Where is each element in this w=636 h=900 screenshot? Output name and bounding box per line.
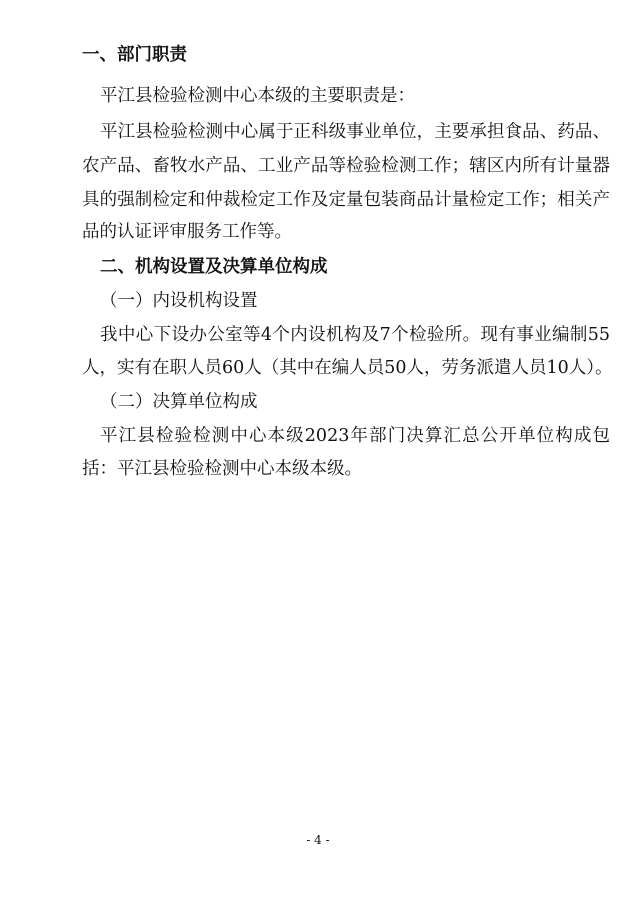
section2-sub1-heading: （一）内设机构设置 — [100, 291, 258, 311]
section1-intro: 平江县检验检测中心本级的主要职责是： — [100, 86, 415, 106]
section1-body-line-2: 农产品、畜牧水产品、工业产品等检验检测工作；辖区内所有计量器 — [82, 156, 610, 176]
page-number: - 4 - — [306, 833, 330, 847]
section1-heading: 一、部门职责 — [82, 45, 187, 65]
section2-sub2-line-1: 平江县检验检测中心本级2023年部门决算汇总公开单位构成包 — [100, 426, 610, 446]
section1-body-line-1: 平江县检验检测中心属于正科级事业单位，主要承担食品、药品、 — [100, 122, 610, 142]
section2-sub2-line-2: 括：平江县检验检测中心本级本级。 — [82, 459, 362, 479]
section2-sub1-line-2: 人，实有在职人员60人（其中在编人员50人，劳务派遣人员10人）。 — [82, 358, 613, 378]
section2-sub2-heading: （二）决算单位构成 — [100, 392, 258, 412]
section1-body-line-4: 品的认证评审服务工作等。 — [82, 222, 292, 242]
section2-heading: 二、机构设置及决算单位构成 — [100, 257, 328, 277]
section1-body-line-3: 具的强制检定和仲裁检定工作及定量包装商品计量检定工作；相关产 — [82, 190, 610, 210]
section2-sub1-line-1: 我中心下设办公室等4个内设机构及7个检验所。现有事业编制55 — [100, 325, 610, 345]
